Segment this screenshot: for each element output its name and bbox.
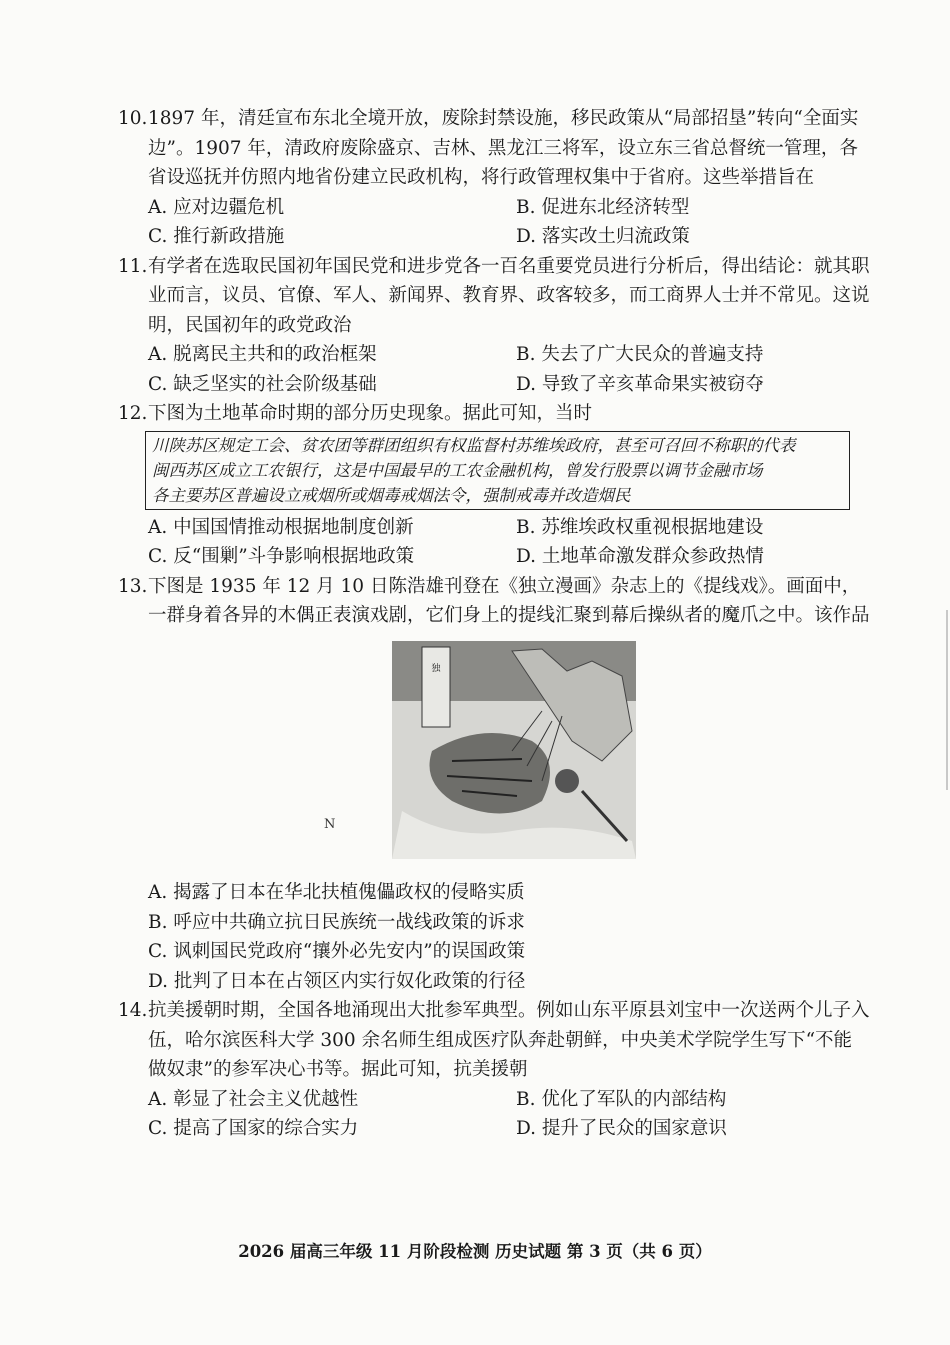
options [148,193,870,252]
option-c[interactable]: C. 提高了国家的综合实力 [148,1118,359,1139]
option-a[interactable]: A. 脱离民主共和的政治框架 [148,344,377,365]
question-stem: 有学者在选取民国初年国民党和进步党各一百名重要党员进行分析后，得出结论：就其职业而言，议员、官僚、军人、新闻界、教育界、政客较多，而工商界人士并不常见。这说明，民国初年的政党政治 [148,255,870,336]
page-footer: 2026 届高三年级 11 月阶段检测 历史试题 第 3 页（共 6 页） [238,1242,712,1261]
option-d[interactable]: D. 提升了民众的国家意识 [516,1118,727,1139]
option-c[interactable]: C. 缺乏坚实的社会阶级基础 [148,373,377,395]
option-b[interactable]: B. 呼应中共确立抗日民族统一战线政策的诉求 [148,911,525,933]
option-a[interactable]: A. 中国国情推动根据地制度创新 [148,516,414,538]
svg-text:独: 独 [431,663,441,674]
options [148,1085,870,1144]
option-d[interactable]: D. 批判了日本在占领区内实行奴化政策的行径 [148,970,526,992]
option-c[interactable]: C. 讽刺国民党政府“攘外必先安内”的误国政策 [148,941,526,962]
puppet-show-cartoon [392,641,636,859]
option-a[interactable]: A. 彰显了社会主义优越性 [148,1088,359,1110]
option-b[interactable]: B. 失去了广大民众的普遍支持 [516,344,764,365]
question-10 [118,104,870,252]
options [148,878,870,996]
question-number: 14. [118,1000,148,1021]
question-13 [118,572,870,997]
option-c[interactable]: C. 推行新政措施 [148,226,285,247]
scan-mark: N [324,817,336,832]
question-stem: 抗美援朝时期，全国各地涌现出大批参军典型。例如山东平原县刘宝中一次送两个儿子入伍，哈尔滨医科大学 300 余名师生组成医疗队奔赴朝鲜，中央美术学院学生写下“不能做奴隶”的参军决心书等。据此可知，抗美援朝 [148,1000,870,1080]
scan-edge [946,610,948,790]
historical-phenomena-table [145,431,850,510]
question-14 [118,996,870,1144]
question-12 [118,399,870,572]
question-number: 10. [118,108,148,129]
table-row: 各主要苏区普遍设立戒烟所或烟毒戒烟法令，强制戒毒并改造烟民 [152,485,631,505]
option-b[interactable]: B. 促进东北经济转型 [516,196,690,218]
option-a[interactable]: A. 应对边疆危机 [148,196,285,218]
table-row: 闽西苏区成立工农银行，这是中国最早的工农金融机构，曾发行股票以调节金融市场 [152,460,763,480]
question-number: 12. [118,403,148,424]
options [148,513,870,572]
question-stem: 下图为土地革命时期的部分历史现象。据此可知，当时 [148,403,593,424]
question-stem: 1897 年，清廷宣布东北全境开放，废除封禁设施，移民政策从“局部招垦”转向“全面实边”。1907 年，清政府废除盛京、吉林、黑龙江三将军，设立东三省总督统一管理，各省设巡抚并仿照内地省份建立民政机构，将行政管理权集中于省府。这些举措旨在 [148,108,859,188]
option-d[interactable]: D. 土地革命激发群众参政热情 [516,546,764,567]
options [148,340,870,399]
exam-page [118,104,870,1144]
option-a[interactable]: A. 揭露了日本在华北扶植傀儡政权的侵略实质 [148,882,525,903]
option-c[interactable]: C. 反“围剿”斗争影响根据地政策 [148,546,415,567]
question-11 [118,252,870,400]
option-b[interactable]: B. 苏维埃政权重视根据地建设 [516,516,764,538]
question-stem: 下图是 1935 年 12 月 10 日陈浩雄刊登在《独立漫画》杂志上的《提线戏》。画面中，一群身着各异的木偶正表演戏剧，它们身上的提线汇聚到幕后操纵者的魔爪之中。该作品 [148,575,870,626]
table-row: 川陕苏区规定工会、贫农团等群团组织有权监督村苏维埃政府，甚至可召回不称职的代表 [152,435,796,455]
question-number: 11. [118,255,148,277]
option-d[interactable]: D. 落实改土归流政策 [516,226,690,247]
option-d[interactable]: D. 导致了辛亥革命果实被窃夺 [516,373,764,395]
question-number: 13. [118,575,148,597]
option-b[interactable]: B. 优化了军队的内部结构 [516,1088,727,1110]
